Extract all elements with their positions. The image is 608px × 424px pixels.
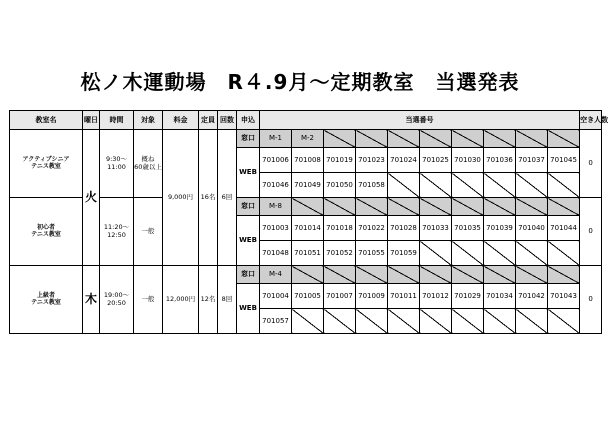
winner-number: 701008 <box>292 148 324 173</box>
empty-cell <box>484 309 516 334</box>
window-number: M-1 <box>260 130 292 148</box>
results-table <box>9 110 608 334</box>
winner-number: 701046 <box>260 173 292 198</box>
header-winners: 当選番号 <box>260 111 580 130</box>
empty-cell <box>484 130 516 148</box>
empty-cell <box>420 173 452 198</box>
empty-cell <box>452 309 484 334</box>
winner-number: 701007 <box>324 284 356 309</box>
winner-number: 701043 <box>548 284 580 309</box>
winner-number: 701035 <box>452 216 484 241</box>
empty-cell <box>548 309 580 334</box>
winner-number: 701024 <box>388 148 420 173</box>
header-time: 時間 <box>100 111 134 130</box>
empty-cell <box>452 198 484 216</box>
winner-number: 701037 <box>516 148 548 173</box>
weekday-tue: 火 <box>83 130 100 266</box>
header-target: 対象 <box>134 111 163 130</box>
tue-fee: 9,000円 <box>163 130 199 266</box>
empty-cell <box>356 198 388 216</box>
class-1-target: 一般 <box>134 198 163 266</box>
winner-number: 701014 <box>292 216 324 241</box>
empty-cell <box>548 198 580 216</box>
empty-cell <box>388 130 420 148</box>
empty-cell <box>388 198 420 216</box>
tue-sessions: 6回 <box>218 130 237 266</box>
winner-number: 701006 <box>260 148 292 173</box>
header-class-name: 教室名 <box>10 111 83 130</box>
class-1-vacancy: 0 <box>580 198 602 266</box>
header-weekday: 曜日 <box>83 111 100 130</box>
empty-cell <box>516 173 548 198</box>
winner-number: 701057 <box>260 309 292 334</box>
winner-number: 701042 <box>516 284 548 309</box>
empty-cell <box>292 266 324 284</box>
empty-cell <box>484 266 516 284</box>
empty-cell <box>452 130 484 148</box>
empty-cell <box>452 241 484 266</box>
winner-number: 701045 <box>548 148 580 173</box>
empty-cell <box>292 198 324 216</box>
header-vacancy: 空き人数 <box>580 111 602 130</box>
empty-cell <box>516 266 548 284</box>
empty-cell <box>548 173 580 198</box>
empty-cell <box>388 309 420 334</box>
empty-cell <box>516 309 548 334</box>
web-label: WEB <box>237 216 260 266</box>
empty-cell <box>484 241 516 266</box>
window-label: 窓口 <box>237 198 260 216</box>
winner-number: 701028 <box>388 216 420 241</box>
winner-number: 701051 <box>292 241 324 266</box>
winner-number: 701036 <box>484 148 516 173</box>
winner-number: 701059 <box>388 241 420 266</box>
class-0-name: アクティブシニア テニス教室 <box>10 130 83 198</box>
winner-number: 701018 <box>324 216 356 241</box>
class-2-window-row <box>10 266 602 284</box>
tue-capacity: 16名 <box>199 130 218 266</box>
header-apply: 申込 <box>237 111 260 130</box>
empty-cell <box>516 198 548 216</box>
empty-cell <box>548 241 580 266</box>
window-number: M-8 <box>260 198 292 216</box>
winner-number: 701012 <box>420 284 452 309</box>
empty-cell <box>516 130 548 148</box>
empty-cell <box>292 309 324 334</box>
weekday-thu: 木 <box>83 266 100 334</box>
web-label: WEB <box>237 284 260 334</box>
empty-cell <box>420 198 452 216</box>
winner-number: 701023 <box>356 148 388 173</box>
winner-number: 701019 <box>324 148 356 173</box>
winner-number: 701034 <box>484 284 516 309</box>
winner-number: 701022 <box>356 216 388 241</box>
winner-number: 701058 <box>356 173 388 198</box>
winner-number: 701005 <box>292 284 324 309</box>
winner-number: 701025 <box>420 148 452 173</box>
header-sessions: 回数 <box>218 111 237 130</box>
winner-number: 701030 <box>452 148 484 173</box>
winner-number: 701044 <box>548 216 580 241</box>
winner-number: 701033 <box>420 216 452 241</box>
class-2-target: 一般 <box>134 266 163 334</box>
empty-cell <box>324 130 356 148</box>
header-row <box>10 111 602 130</box>
winner-number: 701055 <box>356 241 388 266</box>
class-2-name: 上級者 テニス教室 <box>10 266 83 334</box>
empty-cell <box>420 266 452 284</box>
empty-cell <box>356 309 388 334</box>
empty-cell <box>356 130 388 148</box>
winner-number: 701003 <box>260 216 292 241</box>
empty-cell <box>324 198 356 216</box>
class-2-capacity: 12名 <box>199 266 218 334</box>
window-label: 窓口 <box>237 130 260 148</box>
empty-cell <box>324 266 356 284</box>
class-0-window-row <box>10 130 602 148</box>
empty-cell <box>484 173 516 198</box>
class-2-fee: 12,000円 <box>163 266 199 334</box>
empty-cell <box>420 309 452 334</box>
empty-cell <box>484 198 516 216</box>
empty-cell <box>420 241 452 266</box>
class-0-vacancy: 0 <box>580 130 602 198</box>
empty-cell <box>388 173 420 198</box>
header-fee: 料金 <box>163 111 199 130</box>
winner-number: 701039 <box>484 216 516 241</box>
header-capacity: 定員 <box>199 111 218 130</box>
class-1-name: 初心者 テニス教室 <box>10 198 83 266</box>
winner-number: 701009 <box>356 284 388 309</box>
window-number: M-2 <box>292 130 324 148</box>
class-2-time: 19:00～ 20:50 <box>100 266 134 334</box>
winner-number: 701048 <box>260 241 292 266</box>
winner-number: 701052 <box>324 241 356 266</box>
empty-cell <box>324 309 356 334</box>
empty-cell <box>420 130 452 148</box>
winner-number: 701050 <box>324 173 356 198</box>
class-1-time: 11:20～ 12:50 <box>100 198 134 266</box>
window-label: 窓口 <box>237 266 260 284</box>
empty-cell <box>356 266 388 284</box>
empty-cell <box>548 130 580 148</box>
empty-cell <box>516 241 548 266</box>
winner-number: 701029 <box>452 284 484 309</box>
winner-number: 701011 <box>388 284 420 309</box>
empty-cell <box>452 173 484 198</box>
class-2-sessions: 8回 <box>218 266 237 334</box>
class-0-time: 9:30～ 11:00 <box>100 130 134 198</box>
web-label: WEB <box>237 148 260 198</box>
page-title: 松ノ木運動場 R４.9月～定期教室 当選発表 <box>80 70 520 94</box>
window-number: M-4 <box>260 266 292 284</box>
empty-cell <box>388 266 420 284</box>
winner-number: 701004 <box>260 284 292 309</box>
empty-cell <box>452 266 484 284</box>
winner-number: 701049 <box>292 173 324 198</box>
class-2-vacancy: 0 <box>580 266 602 334</box>
empty-cell <box>548 266 580 284</box>
winner-number: 701040 <box>516 216 548 241</box>
class-0-target: 概ね 60歳以上 <box>134 130 163 198</box>
